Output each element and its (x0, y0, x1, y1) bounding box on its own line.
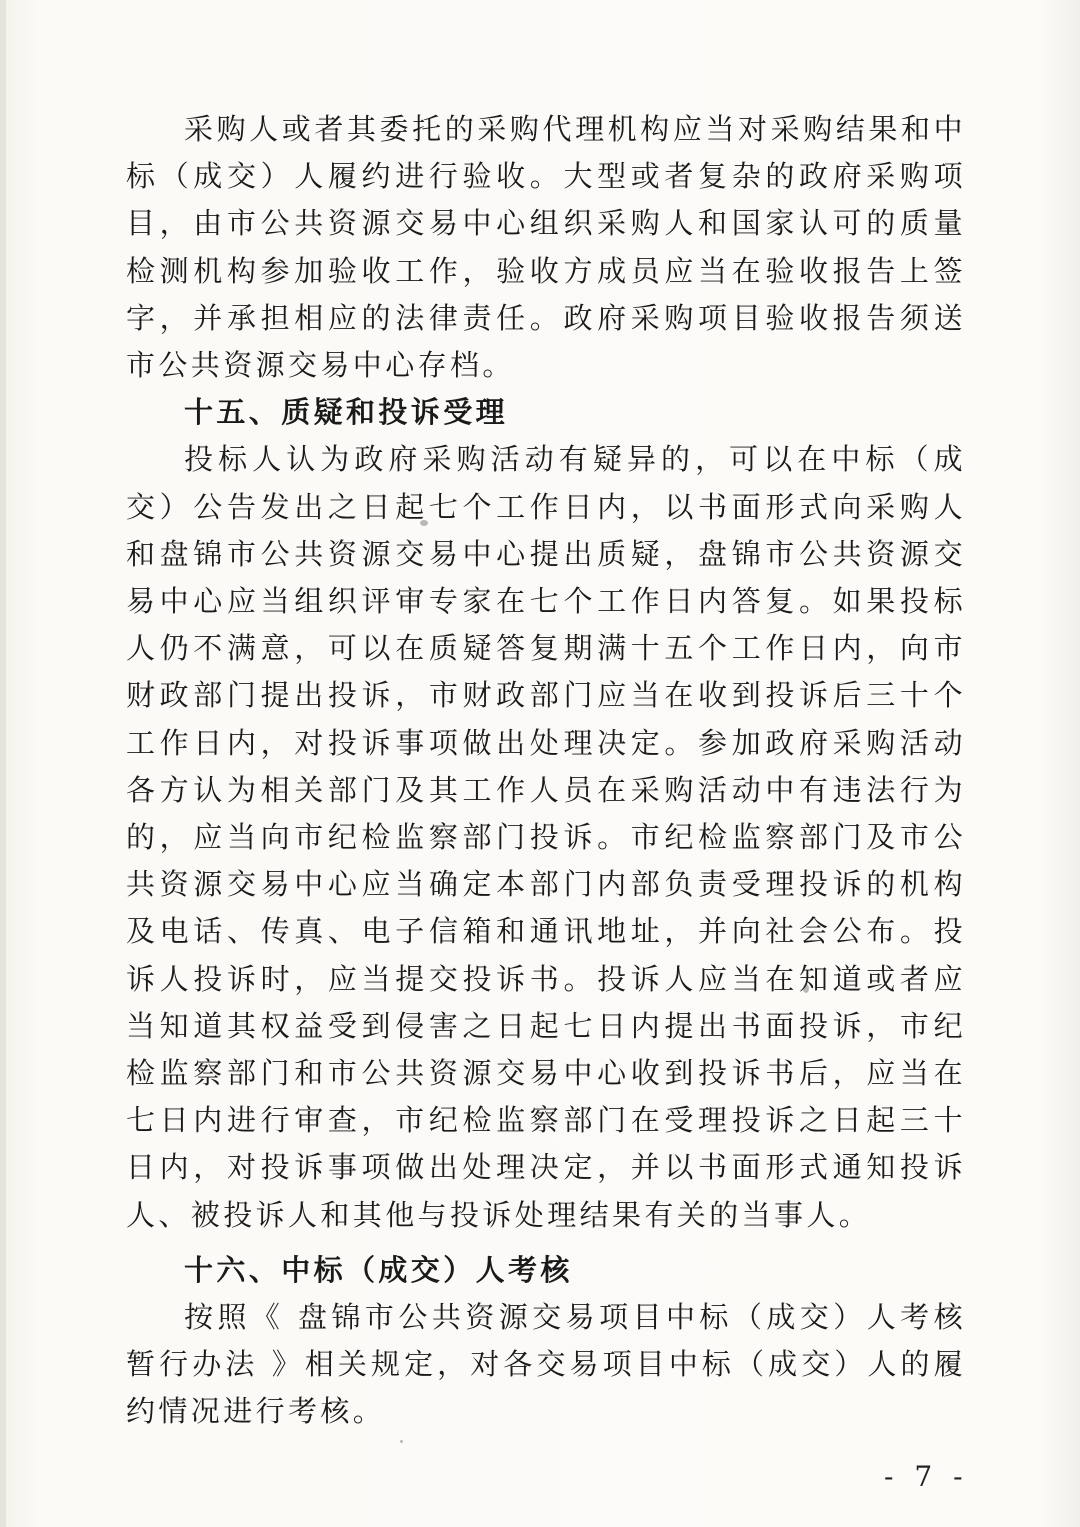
page-number: - 7 - (884, 1460, 969, 1493)
paragraph-complaints: 投标人认为政府采购活动有疑异的，可以在中标（成交）公告发出之日起七个工作日内，以书面形式向采购人和盘锦市公共资源交易中心提出质疑，盘锦市公共资源交易中心应当组织评审专家在七个工作日内答复。如果投标人仍不满意，可以在质疑答复期满十五个工作日内，向市财政部门提出投诉，市财政部门应当在收到投诉后三十个工作日内，对投诉事项做出处理决定。参加政府采购活动各方认为相关部门及其工作人员在采购活动中有违法行为的，应当向市纪检监察部门投诉。市纪检监察部门及市公共资源交易中心应当确定本部门内部负责受理投诉的机构及电话、传真、电子信箱和通讯地址，并向社会公布。投诉人投诉时，应当提交投诉书。投诉人应当在知道或者应当知道其权益受到侵害之日起七日内提出书面投诉，市纪检监察部门和市公共资源交易中心收到投诉书后，应当在七日内进行审查，市纪检监察部门在受理投诉之日起三十日内，对投诉事项做出处理决定，并以书面形式通知投诉人、被投诉人和其他与投诉处理结果有关的当事人。 (126, 442, 966, 1232)
paragraph-acceptance: 采购人或者其委托的采购代理机构应当对采购结果和中标（成交）人履约进行验收。大型或者复杂的政府采购项目，由市公共资源交易中心组织采购人和国家认可的质量检测机构参加验收工作，验收方成员应当在验收报告上签字，并承担相应的法律责任。政府采购项目验收报告须送市公共资源交易中心存档。 (126, 112, 966, 383)
scan-speck (420, 520, 428, 526)
scan-speck (400, 1440, 403, 1443)
section-heading-16: 十六、中标（成交）人考核 (184, 1252, 573, 1287)
scan-speck (803, 984, 809, 993)
binding-edge (0, 0, 6, 1527)
section-heading-15: 十五、质疑和投诉受理 (184, 395, 509, 430)
document-body (126, 106, 966, 1436)
paragraph-assessment: 按照《 盘锦市公共资源交易项目中标（成交）人考核暂行办法 》相关规定，对各交易项目中标（成交）人的履约情况进行考核。 (126, 1300, 966, 1429)
